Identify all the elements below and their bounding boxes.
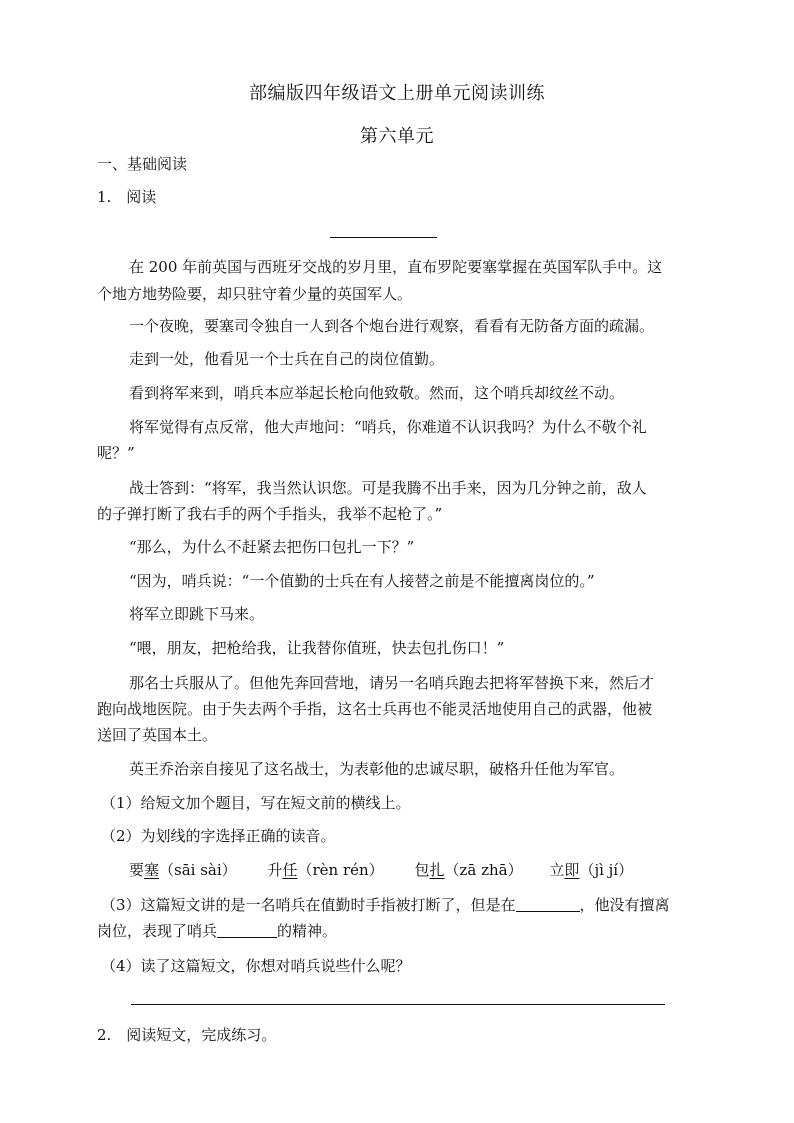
passage-line: “因为，哨兵说：“一个值勤的士兵在有人接替之前是不能擅离岗位的。” (129, 572, 595, 590)
sub-question-1: （1）给短文加个题目，写在短文前的横线上。 (101, 794, 411, 812)
underlined-char: 任 (282, 861, 298, 879)
passage-line: 的子弹打断了我右手的两个手指头，我举不起枪了。” (97, 505, 443, 523)
sub-question-4: （4）读了这篇短文，你想对哨兵说些什么呢？ (101, 957, 411, 975)
passage-line: 看到将军来到，哨兵本应举起长枪向他致敬。然而，这个哨兵却纹丝不动。 (129, 384, 625, 402)
fill-blank[interactable] (217, 936, 277, 938)
question-2-label: 2. 阅读短文，完成练习。 (97, 1026, 277, 1044)
pinyin-options[interactable]: （sāi sài） (159, 861, 237, 879)
pinyin-choices (129, 859, 633, 881)
title-answer-blank[interactable] (330, 237, 437, 238)
underlined-char: 扎 (429, 861, 445, 879)
passage-line: 英王乔治亲自接见了这名战士，为表彰他的忠诚尽职，破格升任他为军官。 (129, 760, 625, 778)
pinyin-options[interactable]: （zā zhā） (444, 861, 523, 879)
passage-line: 一个夜晚，要塞司令独自一人到各个炮台进行观察，看看有无防备方面的疏漏。 (129, 317, 655, 335)
passage-line: 跑向战地医院。由于失去两个手指，这名士兵再也不能灵活地使用自己的武器，他被 (97, 700, 653, 718)
pinyin-options[interactable]: （rèn rén） (297, 861, 384, 879)
underlined-char: 塞 (144, 861, 160, 879)
passage-line: 那名士兵服从了。但他先奔回营地，请另一名哨兵跑去把将军替换下来，然后才 (129, 674, 655, 692)
passage-line: 战士答到：“将军，我当然认识您。可是我腾不出手来，因为几分钟之前，敌人 (129, 479, 647, 497)
passage-line: 个地方地势险要，却只驻守着少量的英国军人。 (97, 285, 413, 303)
pinyin-item: 包扎（zā zhā） (414, 861, 523, 879)
passage-line: “喂，朋友，把枪给我，让我替你值班，快去包扎伤口！” (129, 639, 505, 657)
answer-line[interactable] (131, 1004, 665, 1005)
passage-line: 将军觉得有点反常，他大声地问：“哨兵，你难道不认识我吗？为什么不敬个礼 (129, 418, 647, 436)
passage-line: “那么，为什么不赶紧去把伤口包扎一下？” (129, 538, 415, 556)
passage-line: 将军立即跳下马来。 (129, 605, 265, 623)
pinyin-item: 立即（jì jí） (549, 861, 634, 879)
page-title: 部编版四年级语文上册单元阅读训练 (249, 83, 545, 104)
passage-line: 送回了英国本土。 (97, 726, 218, 744)
sub-question-2: （2）为划线的字选择正确的读音。 (101, 827, 336, 845)
pinyin-item: 升任（rèn rén） (267, 861, 384, 879)
passage-line: 呢？” (97, 444, 135, 462)
fill-blank[interactable] (516, 910, 580, 912)
section-heading: 一、基础阅读 (97, 155, 188, 173)
passage-line: 在 200 年前英国与西班牙交战的岁月里，直布罗陀要塞掌握在英国军队手中。这 (129, 258, 663, 276)
unit-subtitle: 第六单元 (360, 126, 434, 147)
sub-question-3: （3）这篇短文讲的是一名哨兵在值勤时手指被打断了，但是在 ，他没有擅离 (101, 896, 670, 914)
pinyin-item: 要塞（sāi sài） (129, 861, 237, 879)
sub-question-3-cont: 岗位，表现了哨兵 的精神。 (97, 922, 338, 940)
underlined-char: 即 (564, 861, 580, 879)
passage-line: 走到一处，他看见一个士兵在自己的岗位值勤。 (129, 350, 445, 368)
question-1-label: 1. 阅读 (97, 188, 157, 206)
pinyin-options[interactable]: （jì jí） (579, 861, 634, 879)
